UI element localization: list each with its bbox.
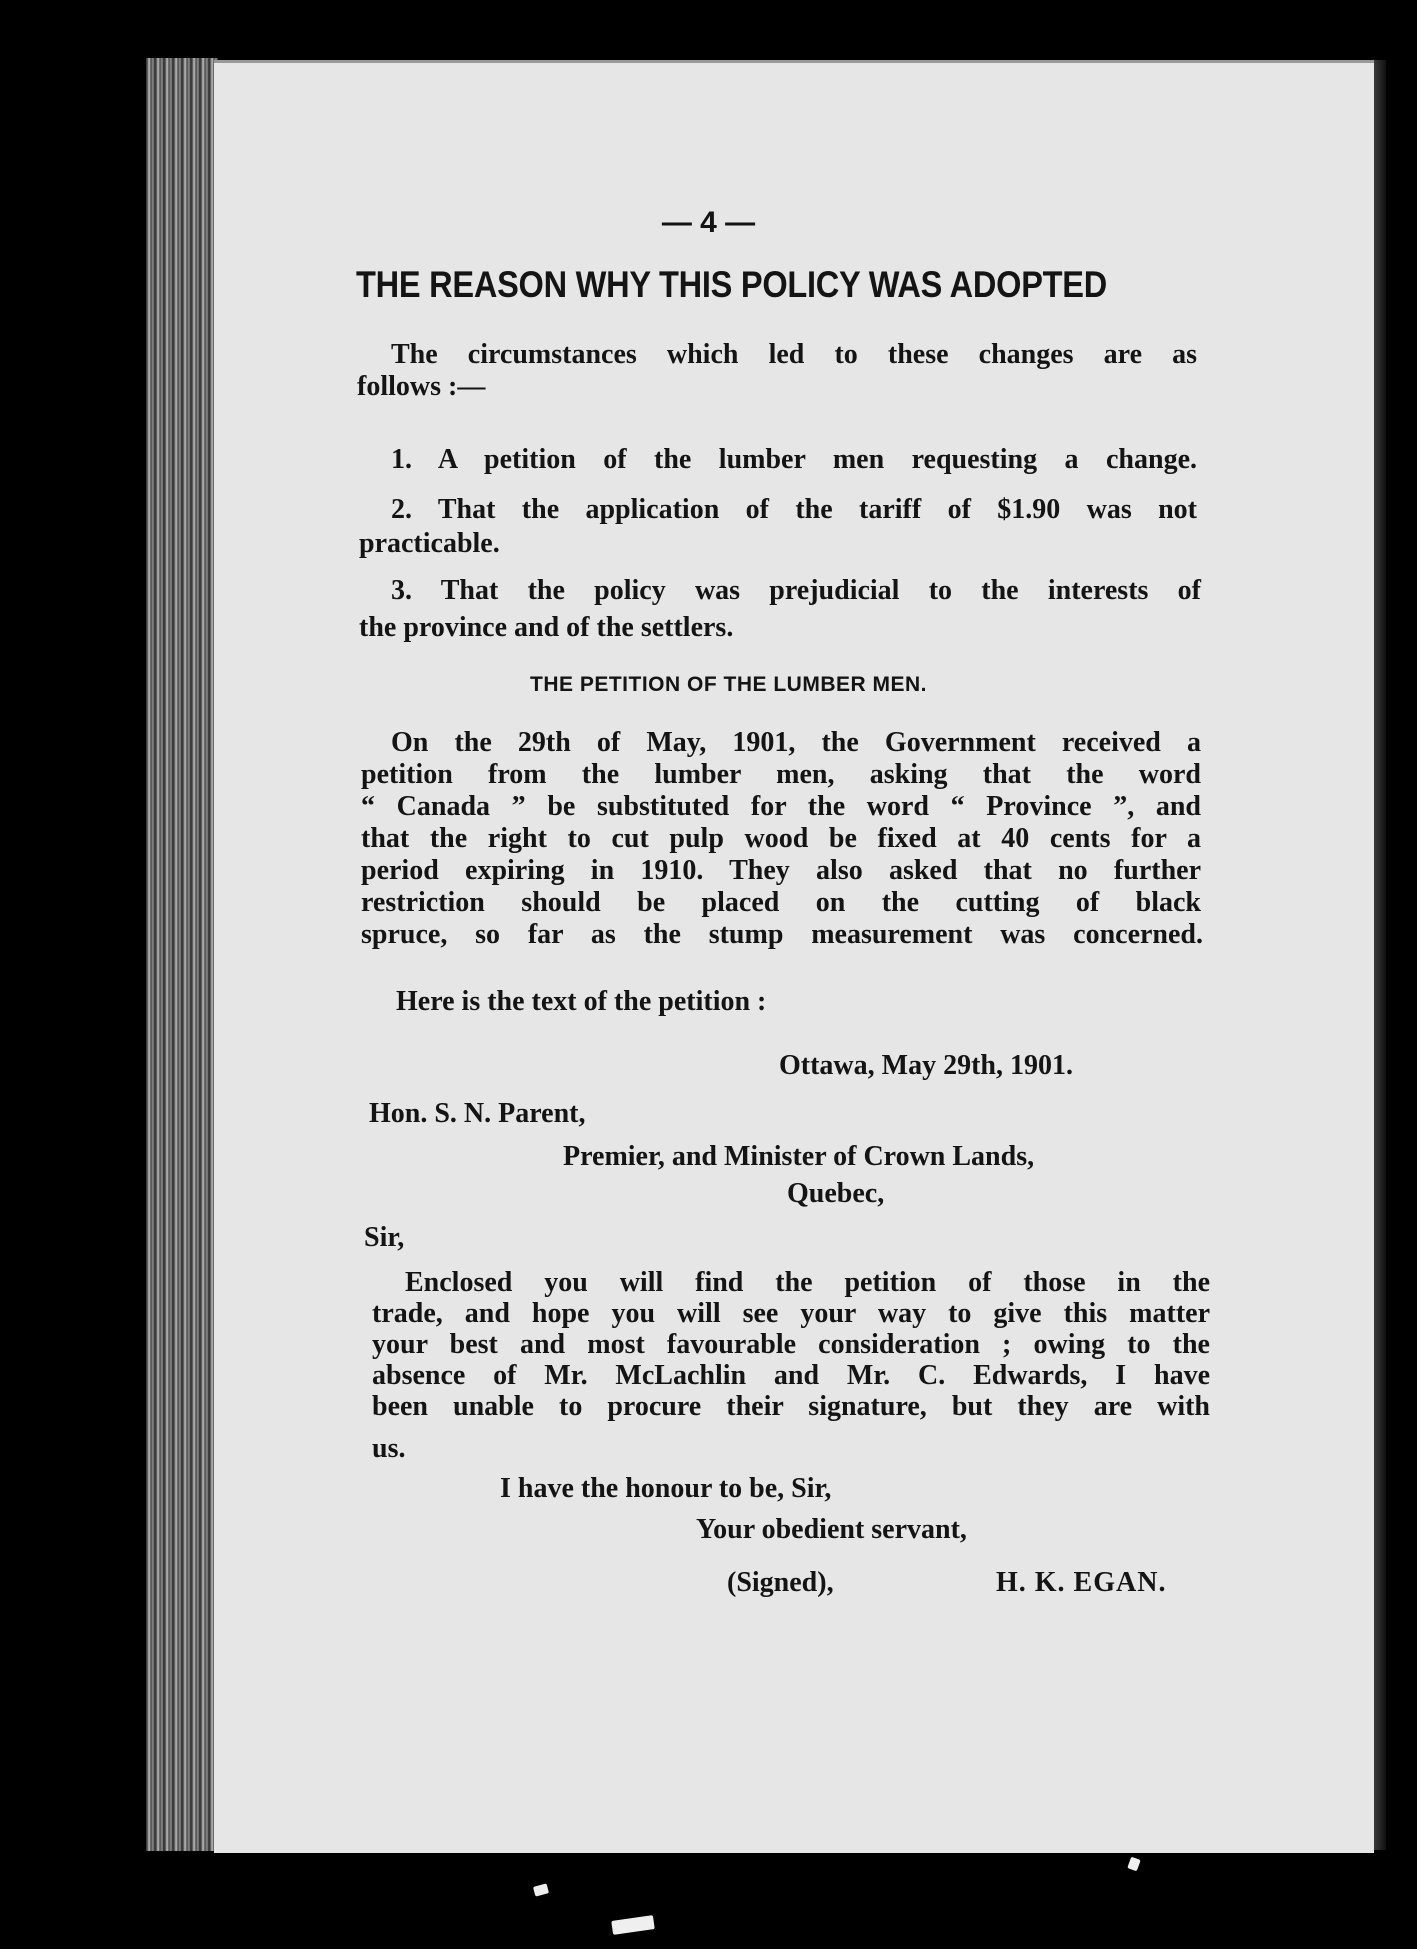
petition-line-6: restriction should be placed on the cutting of black [361, 887, 1201, 918]
petition-line-7: spruce, so far as the stump measurement was concerned. [361, 919, 1203, 950]
point-2-line-1: 2. That the application of the tariff of $1.90 was not [391, 494, 1197, 525]
point-2-line-2: practicable. [359, 528, 500, 559]
letter-signed: (Signed), [727, 1567, 834, 1598]
intro-line-2: follows :— [357, 371, 486, 402]
letter-closing-2: Your obedient servant, [696, 1514, 967, 1545]
letter-body-line-4: absence of Mr. McLachlin and Mr. C. Edwards, I have [372, 1360, 1210, 1391]
scan-speck [611, 1915, 655, 1935]
page-number: — 4 — [661, 206, 756, 239]
letter-body-line-3: your best and most favourable consideration ; owing to the [372, 1329, 1210, 1360]
letter-addressee-title: Premier, and Minister of Crown Lands, [563, 1141, 1035, 1172]
letter-body-line-1: Enclosed you will find the petition of those in the [405, 1267, 1210, 1298]
page-heading: THE REASON WHY THIS POLICY WAS ADOPTED [356, 264, 1107, 305]
letter-addressee-place: Quebec, [787, 1178, 885, 1209]
petition-line-1: On the 29th of May, 1901, the Government received a [391, 727, 1201, 758]
letter-signatory: H. K. EGAN. [996, 1567, 1167, 1598]
letter-closing-1: I have the honour to be, Sir, [500, 1473, 832, 1504]
point-3-line-1: 3. That the policy was prejudicial to the interests of [391, 575, 1201, 606]
book-binding [146, 58, 218, 1851]
petition-line-5: period expiring in 1910. They also asked that no further [361, 855, 1201, 886]
petition-line-3: “ Canada ” be substituted for the word “ Province ”, and [361, 791, 1201, 822]
letter-addressee: Hon. S. N. Parent, [369, 1098, 586, 1129]
section-subheading: THE PETITION OF THE LUMBER MEN. [530, 673, 927, 696]
scan-speck [533, 1883, 549, 1896]
point-3-line-2: the province and of the settlers. [359, 612, 734, 643]
petition-text-intro: Here is the text of the petition : [396, 986, 767, 1017]
letter-body-line-6: us. [372, 1433, 406, 1464]
letter-body-line-2: trade, and hope you will see your way to give this matter [372, 1298, 1210, 1329]
point-1: 1. A petition of the lumber men requesting a change. [391, 444, 1197, 475]
petition-line-4: that the right to cut pulp wood be fixed at 40 cents for a [361, 823, 1201, 854]
letter-salutation: Sir, [364, 1222, 405, 1253]
letter-dateline: Ottawa, May 29th, 1901. [779, 1050, 1073, 1081]
scan-speck [1127, 1857, 1141, 1872]
intro-line-1: The circumstances which led to these changes are as [391, 339, 1197, 370]
petition-line-2: petition from the lumber men, asking that the word [361, 759, 1201, 790]
page-edge [1374, 60, 1386, 1850]
letter-body-line-5: been unable to procure their signature, but they are with [372, 1391, 1210, 1422]
